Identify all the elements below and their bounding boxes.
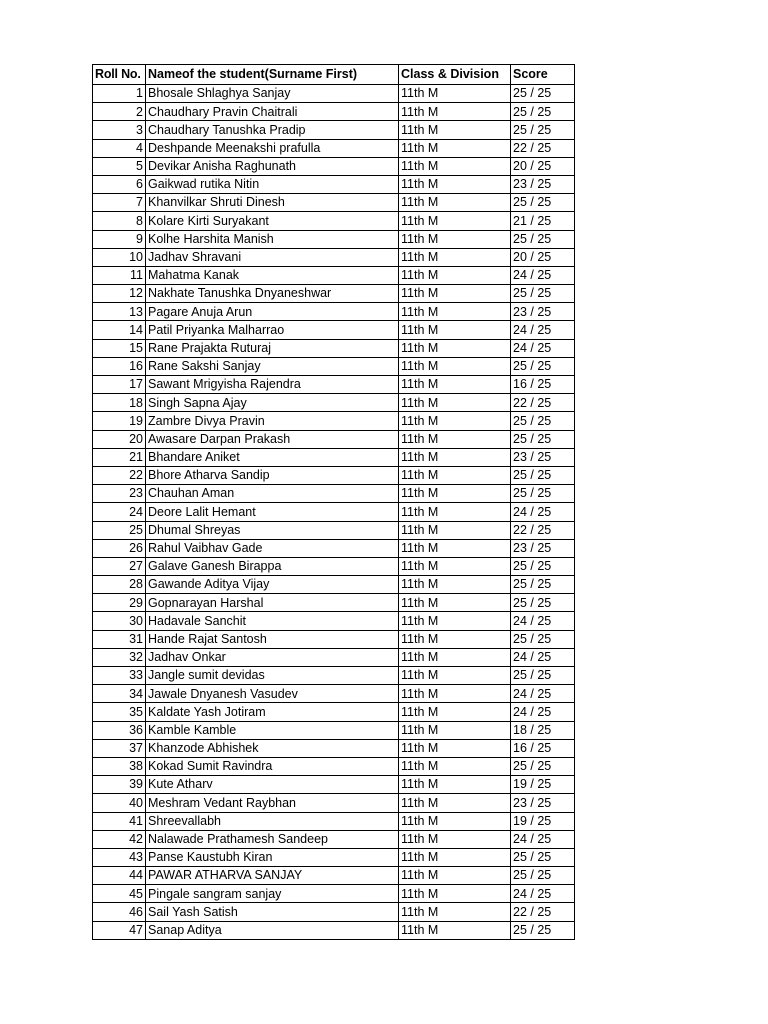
roll-number-cell: 24: [93, 503, 146, 521]
student-name-cell: Kute Atharv: [146, 776, 399, 794]
class-division-cell: 11th M: [399, 739, 511, 757]
roll-number-cell: 36: [93, 721, 146, 739]
score-cell: 25 / 25: [511, 121, 575, 139]
roll-number-cell: 23: [93, 485, 146, 503]
score-cell: 23 / 25: [511, 539, 575, 557]
roll-number-cell: 47: [93, 921, 146, 939]
table-row: [93, 539, 575, 557]
roll-number-cell: 27: [93, 557, 146, 575]
class-division-cell: 11th M: [399, 212, 511, 230]
table-row: [93, 103, 575, 121]
student-name-cell: Bhosale Shlaghya Sanjay: [146, 85, 399, 103]
student-name-cell: Sail Yash Satish: [146, 903, 399, 921]
student-name-cell: Deore Lalit Hemant: [146, 503, 399, 521]
class-division-cell: 11th M: [399, 848, 511, 866]
table-row: [93, 576, 575, 594]
roll-number-cell: 44: [93, 867, 146, 885]
roll-number-cell: 26: [93, 539, 146, 557]
class-division-cell: 11th M: [399, 248, 511, 266]
student-name-cell: Rahul Vaibhav Gade: [146, 539, 399, 557]
score-cell: 25 / 25: [511, 630, 575, 648]
table-row: [93, 594, 575, 612]
table-row: [93, 721, 575, 739]
student-name-cell: Khanvilkar Shruti Dinesh: [146, 194, 399, 212]
score-cell: 24 / 25: [511, 648, 575, 666]
student-name-cell: Kamble Kamble: [146, 721, 399, 739]
roll-number-cell: 17: [93, 376, 146, 394]
table-row: [93, 776, 575, 794]
score-cell: 22 / 25: [511, 394, 575, 412]
class-division-cell: 11th M: [399, 503, 511, 521]
roll-number-cell: 28: [93, 576, 146, 594]
student-name-cell: Sanap Aditya: [146, 921, 399, 939]
student-name-cell: Chaudhary Tanushka Pradip: [146, 121, 399, 139]
class-division-cell: 11th M: [399, 121, 511, 139]
roll-number-cell: 25: [93, 521, 146, 539]
score-cell: 20 / 25: [511, 157, 575, 175]
score-cell: 24 / 25: [511, 685, 575, 703]
table-row: [93, 448, 575, 466]
student-name-cell: Galave Ganesh Birappa: [146, 557, 399, 575]
table-row: [93, 394, 575, 412]
roll-number-cell: 14: [93, 321, 146, 339]
class-division-cell: 11th M: [399, 557, 511, 575]
roll-number-cell: 38: [93, 757, 146, 775]
column-header-score: Score: [511, 65, 575, 85]
table-row: [93, 848, 575, 866]
student-name-cell: Kolhe Harshita Manish: [146, 230, 399, 248]
class-division-cell: 11th M: [399, 394, 511, 412]
table-header: [93, 65, 575, 85]
score-cell: 25 / 25: [511, 594, 575, 612]
student-name-cell: Mahatma Kanak: [146, 266, 399, 284]
score-cell: 24 / 25: [511, 885, 575, 903]
roll-number-cell: 29: [93, 594, 146, 612]
student-name-cell: Rane Sakshi Sanjay: [146, 357, 399, 375]
roll-number-cell: 7: [93, 194, 146, 212]
score-cell: 25 / 25: [511, 757, 575, 775]
table-row: [93, 667, 575, 685]
class-division-cell: 11th M: [399, 685, 511, 703]
student-name-cell: Bhandare Aniket: [146, 448, 399, 466]
class-division-cell: 11th M: [399, 757, 511, 775]
class-division-cell: 11th M: [399, 703, 511, 721]
table-row: [93, 503, 575, 521]
table-row: [93, 412, 575, 430]
class-division-cell: 11th M: [399, 576, 511, 594]
roll-number-cell: 30: [93, 612, 146, 630]
roll-number-cell: 1: [93, 85, 146, 103]
table-row: [93, 157, 575, 175]
table-row: [93, 139, 575, 157]
column-header-roll-no: Roll No.: [93, 65, 146, 85]
class-division-cell: 11th M: [399, 194, 511, 212]
class-division-cell: 11th M: [399, 230, 511, 248]
score-cell: 25 / 25: [511, 412, 575, 430]
roll-number-cell: 21: [93, 448, 146, 466]
student-name-cell: Gopnarayan Harshal: [146, 594, 399, 612]
score-cell: 25 / 25: [511, 576, 575, 594]
table-row: [93, 630, 575, 648]
score-cell: 20 / 25: [511, 248, 575, 266]
table-row: [93, 739, 575, 757]
student-name-cell: Pagare Anuja Arun: [146, 303, 399, 321]
score-cell: 22 / 25: [511, 903, 575, 921]
score-cell: 22 / 25: [511, 139, 575, 157]
table-row: [93, 194, 575, 212]
class-division-cell: 11th M: [399, 430, 511, 448]
roll-number-cell: 2: [93, 103, 146, 121]
roll-number-cell: 13: [93, 303, 146, 321]
score-cell: 24 / 25: [511, 321, 575, 339]
score-cell: 24 / 25: [511, 339, 575, 357]
class-division-cell: 11th M: [399, 175, 511, 193]
student-name-cell: Devikar Anisha Raghunath: [146, 157, 399, 175]
student-score-table: [92, 64, 575, 940]
table-row: [93, 885, 575, 903]
roll-number-cell: 45: [93, 885, 146, 903]
score-cell: 18 / 25: [511, 721, 575, 739]
class-division-cell: 11th M: [399, 776, 511, 794]
student-name-cell: Panse Kaustubh Kiran: [146, 848, 399, 866]
student-name-cell: Awasare Darpan Prakash: [146, 430, 399, 448]
student-name-cell: Nakhate Tanushka Dnyaneshwar: [146, 285, 399, 303]
table-row: [93, 85, 575, 103]
roll-number-cell: 8: [93, 212, 146, 230]
roll-number-cell: 6: [93, 175, 146, 193]
score-cell: 25 / 25: [511, 867, 575, 885]
class-division-cell: 11th M: [399, 466, 511, 484]
score-cell: 25 / 25: [511, 466, 575, 484]
student-name-cell: PAWAR ATHARVA SANJAY: [146, 867, 399, 885]
class-division-cell: 11th M: [399, 157, 511, 175]
class-division-cell: 11th M: [399, 412, 511, 430]
class-division-cell: 11th M: [399, 139, 511, 157]
table-row: [93, 685, 575, 703]
score-cell: 24 / 25: [511, 503, 575, 521]
student-name-cell: Gaikwad rutika Nitin: [146, 175, 399, 193]
student-name-cell: Jawale Dnyanesh Vasudev: [146, 685, 399, 703]
student-name-cell: Meshram Vedant Raybhan: [146, 794, 399, 812]
student-name-cell: Hande Rajat Santosh: [146, 630, 399, 648]
class-division-cell: 11th M: [399, 357, 511, 375]
score-cell: 25 / 25: [511, 85, 575, 103]
table-row: [93, 339, 575, 357]
class-division-cell: 11th M: [399, 521, 511, 539]
column-header-student-name: Nameof the student(Surname First): [146, 65, 399, 85]
class-division-cell: 11th M: [399, 903, 511, 921]
table-row: [93, 230, 575, 248]
student-name-cell: Jadhav Shravani: [146, 248, 399, 266]
score-sheet: [92, 64, 575, 940]
score-cell: 19 / 25: [511, 776, 575, 794]
roll-number-cell: 35: [93, 703, 146, 721]
roll-number-cell: 31: [93, 630, 146, 648]
table-row: [93, 557, 575, 575]
table-row: [93, 376, 575, 394]
score-cell: 25 / 25: [511, 194, 575, 212]
student-name-cell: Hadavale Sanchit: [146, 612, 399, 630]
table-row: [93, 867, 575, 885]
table-row: [93, 303, 575, 321]
roll-number-cell: 18: [93, 394, 146, 412]
table-row: [93, 612, 575, 630]
student-name-cell: Nalawade Prathamesh Sandeep: [146, 830, 399, 848]
table-row: [93, 485, 575, 503]
score-cell: 21 / 25: [511, 212, 575, 230]
student-name-cell: Khanzode Abhishek: [146, 739, 399, 757]
score-cell: 25 / 25: [511, 357, 575, 375]
table-row: [93, 703, 575, 721]
table-row: [93, 321, 575, 339]
table-row: [93, 266, 575, 284]
roll-number-cell: 3: [93, 121, 146, 139]
class-division-cell: 11th M: [399, 103, 511, 121]
table-row: [93, 921, 575, 939]
score-cell: 25 / 25: [511, 285, 575, 303]
student-name-cell: Shreevallabh: [146, 812, 399, 830]
roll-number-cell: 40: [93, 794, 146, 812]
class-division-cell: 11th M: [399, 667, 511, 685]
student-name-cell: Jadhav Onkar: [146, 648, 399, 666]
student-name-cell: Kaldate Yash Jotiram: [146, 703, 399, 721]
score-cell: 24 / 25: [511, 703, 575, 721]
score-cell: 24 / 25: [511, 266, 575, 284]
class-division-cell: 11th M: [399, 448, 511, 466]
class-division-cell: 11th M: [399, 539, 511, 557]
table-row: [93, 285, 575, 303]
score-cell: 23 / 25: [511, 303, 575, 321]
roll-number-cell: 37: [93, 739, 146, 757]
class-division-cell: 11th M: [399, 303, 511, 321]
score-cell: 25 / 25: [511, 103, 575, 121]
roll-number-cell: 32: [93, 648, 146, 666]
roll-number-cell: 34: [93, 685, 146, 703]
table-row: [93, 812, 575, 830]
table-row: [93, 248, 575, 266]
student-name-cell: Chaudhary Pravin Chaitrali: [146, 103, 399, 121]
column-header-class-division: Class & Division: [399, 65, 511, 85]
student-name-cell: Dhumal Shreyas: [146, 521, 399, 539]
roll-number-cell: 19: [93, 412, 146, 430]
class-division-cell: 11th M: [399, 321, 511, 339]
class-division-cell: 11th M: [399, 594, 511, 612]
score-cell: 19 / 25: [511, 812, 575, 830]
score-cell: 25 / 25: [511, 921, 575, 939]
student-name-cell: Sawant Mrigyisha Rajendra: [146, 376, 399, 394]
score-cell: 23 / 25: [511, 448, 575, 466]
score-cell: 25 / 25: [511, 430, 575, 448]
class-division-cell: 11th M: [399, 85, 511, 103]
score-cell: 22 / 25: [511, 521, 575, 539]
score-cell: 23 / 25: [511, 794, 575, 812]
class-division-cell: 11th M: [399, 376, 511, 394]
student-name-cell: Rane Prajakta Ruturaj: [146, 339, 399, 357]
class-division-cell: 11th M: [399, 266, 511, 284]
student-name-cell: Pingale sangram sanjay: [146, 885, 399, 903]
student-name-cell: Singh Sapna Ajay: [146, 394, 399, 412]
class-division-cell: 11th M: [399, 830, 511, 848]
score-cell: 25 / 25: [511, 230, 575, 248]
class-division-cell: 11th M: [399, 812, 511, 830]
student-name-cell: Jangle sumit devidas: [146, 667, 399, 685]
table-body: [93, 85, 575, 940]
class-division-cell: 11th M: [399, 794, 511, 812]
table-row: [93, 212, 575, 230]
roll-number-cell: 5: [93, 157, 146, 175]
class-division-cell: 11th M: [399, 867, 511, 885]
student-name-cell: Patil Priyanka Malharrao: [146, 321, 399, 339]
roll-number-cell: 12: [93, 285, 146, 303]
class-division-cell: 11th M: [399, 612, 511, 630]
roll-number-cell: 22: [93, 466, 146, 484]
class-division-cell: 11th M: [399, 885, 511, 903]
table-row: [93, 903, 575, 921]
table-row: [93, 830, 575, 848]
roll-number-cell: 16: [93, 357, 146, 375]
class-division-cell: 11th M: [399, 339, 511, 357]
table-row: [93, 121, 575, 139]
roll-number-cell: 41: [93, 812, 146, 830]
table-row: [93, 466, 575, 484]
student-name-cell: Deshpande Meenakshi prafulla: [146, 139, 399, 157]
table-row: [93, 430, 575, 448]
student-name-cell: Gawande Aditya Vijay: [146, 576, 399, 594]
roll-number-cell: 46: [93, 903, 146, 921]
class-division-cell: 11th M: [399, 721, 511, 739]
roll-number-cell: 11: [93, 266, 146, 284]
roll-number-cell: 4: [93, 139, 146, 157]
student-name-cell: Zambre Divya Pravin: [146, 412, 399, 430]
score-cell: 23 / 25: [511, 175, 575, 193]
class-division-cell: 11th M: [399, 648, 511, 666]
table-row: [93, 794, 575, 812]
score-cell: 16 / 25: [511, 739, 575, 757]
roll-number-cell: 43: [93, 848, 146, 866]
class-division-cell: 11th M: [399, 921, 511, 939]
score-cell: 25 / 25: [511, 848, 575, 866]
roll-number-cell: 33: [93, 667, 146, 685]
score-cell: 25 / 25: [511, 557, 575, 575]
roll-number-cell: 20: [93, 430, 146, 448]
student-name-cell: Bhore Atharva Sandip: [146, 466, 399, 484]
student-name-cell: Kolare Kirti Suryakant: [146, 212, 399, 230]
table-row: [93, 521, 575, 539]
roll-number-cell: 42: [93, 830, 146, 848]
header-row: [93, 65, 575, 85]
roll-number-cell: 15: [93, 339, 146, 357]
score-cell: 16 / 25: [511, 376, 575, 394]
table-row: [93, 357, 575, 375]
table-row: [93, 648, 575, 666]
score-cell: 24 / 25: [511, 830, 575, 848]
table-row: [93, 175, 575, 193]
score-cell: 24 / 25: [511, 612, 575, 630]
class-division-cell: 11th M: [399, 485, 511, 503]
roll-number-cell: 9: [93, 230, 146, 248]
student-name-cell: Chauhan Aman: [146, 485, 399, 503]
roll-number-cell: 39: [93, 776, 146, 794]
class-division-cell: 11th M: [399, 285, 511, 303]
score-cell: 25 / 25: [511, 667, 575, 685]
score-cell: 25 / 25: [511, 485, 575, 503]
class-division-cell: 11th M: [399, 630, 511, 648]
table-row: [93, 757, 575, 775]
student-name-cell: Kokad Sumit Ravindra: [146, 757, 399, 775]
roll-number-cell: 10: [93, 248, 146, 266]
